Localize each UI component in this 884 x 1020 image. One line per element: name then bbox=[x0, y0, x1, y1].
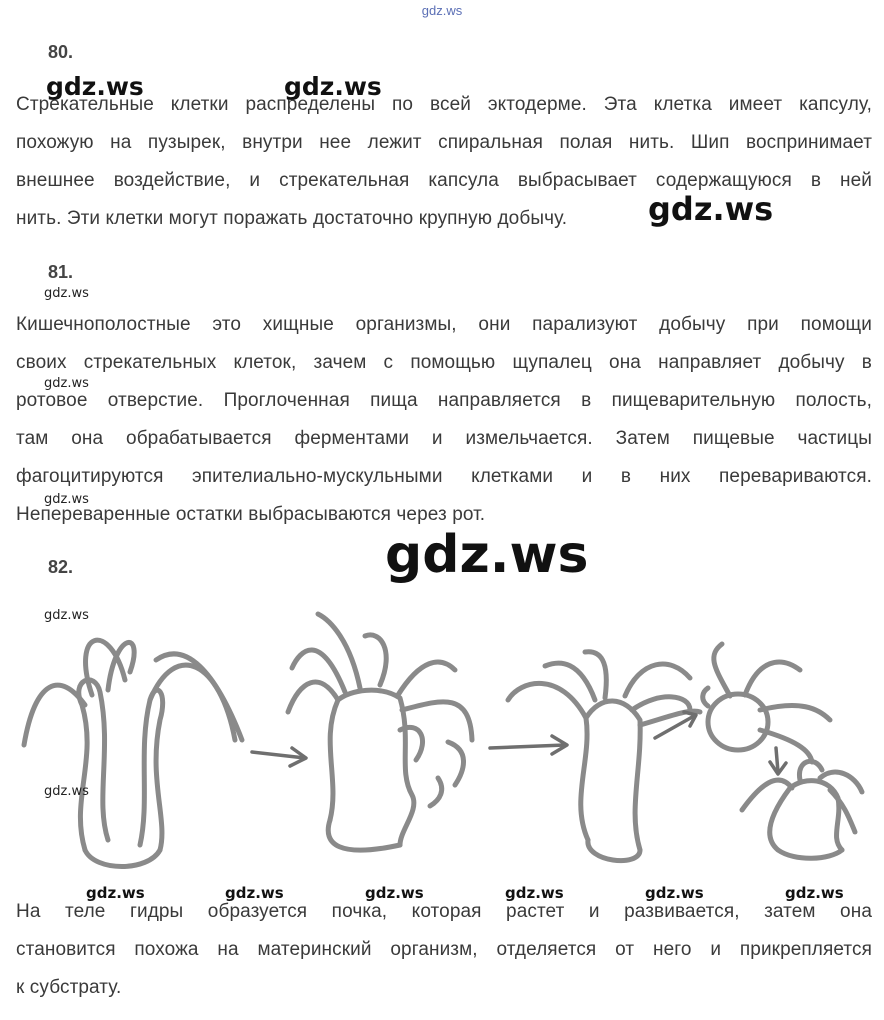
text-line: похожую на пузырек, внутри нее лежит спиральная полая нить. Шип воспринимает bbox=[16, 132, 872, 153]
answer-81-text bbox=[16, 306, 872, 534]
watermark: gdz.ws bbox=[44, 784, 89, 799]
text-line: Кишечнополостные это хищные организмы, они парализуют добычу при помощи bbox=[16, 314, 872, 335]
watermark: gdz.ws bbox=[225, 884, 284, 902]
watermark: gdz.ws bbox=[46, 72, 144, 101]
text-line: Стрекательные клетки распределены по всей эктодерме. Эта клетка имеет капсулу, bbox=[16, 94, 872, 115]
text-line: своих стрекательных клеток, зачем с помощью щупалец она направляет добычу в bbox=[16, 352, 872, 373]
text-line: нить. Эти клетки могут поражать достаточно крупную добычу. bbox=[16, 208, 568, 229]
text-line: Непереваренные остатки выбрасываются через рот. bbox=[16, 504, 486, 525]
text-line: там она обрабатывается ферментами и измельчается. Затем пищевые частицы bbox=[16, 428, 872, 449]
watermark: gdz.ws bbox=[44, 376, 89, 391]
text-line: внешнее воздействие, и стрекательная капсула выбрасывает содержащуюся в ней bbox=[16, 170, 872, 191]
task-number-80: 80. bbox=[48, 42, 74, 62]
hydra-stage-3 bbox=[508, 652, 700, 861]
watermark: gdz.ws bbox=[86, 884, 145, 902]
text-line: фагоцитируются эпителиально-мускульными клетками и в них перевариваются. bbox=[16, 466, 872, 487]
text-line: к субстрату. bbox=[16, 977, 122, 998]
watermark: gdz.ws bbox=[505, 884, 564, 902]
watermark: gdz.ws bbox=[44, 608, 89, 623]
text-line: становится похожа на материнский организм, отделяется от него и прикрепляется bbox=[16, 939, 872, 960]
watermark: gdz.ws bbox=[44, 492, 89, 507]
watermark: gdz.ws bbox=[284, 72, 382, 101]
hydra-stage-2 bbox=[288, 614, 472, 850]
watermark: gdz.ws bbox=[785, 884, 844, 902]
hydra-budding-illustration bbox=[0, 600, 884, 890]
watermark: gdz.ws bbox=[365, 884, 424, 902]
hydra-stage-1 bbox=[24, 640, 242, 866]
hydra-stage-4 bbox=[703, 644, 830, 762]
task-number-81: 81. bbox=[48, 262, 74, 282]
text-line: На теле гидры образуется почка, которая растет и развивается, затем она bbox=[16, 901, 872, 922]
answer-82-text bbox=[16, 893, 872, 1007]
watermark: gdz.ws bbox=[44, 286, 89, 301]
task-number-82: 82. bbox=[48, 557, 74, 577]
header-watermark[interactable]: gdz.ws bbox=[421, 3, 463, 18]
text-line: ротовое отверстие. Проглоченная пища направляется в пищеварительную полость, bbox=[16, 390, 872, 411]
watermark: gdz.ws bbox=[648, 190, 774, 228]
watermark: gdz.ws bbox=[385, 525, 589, 585]
watermark: gdz.ws bbox=[645, 884, 704, 902]
hydra-stage-5 bbox=[742, 761, 862, 858]
arrow-icon bbox=[490, 745, 565, 748]
